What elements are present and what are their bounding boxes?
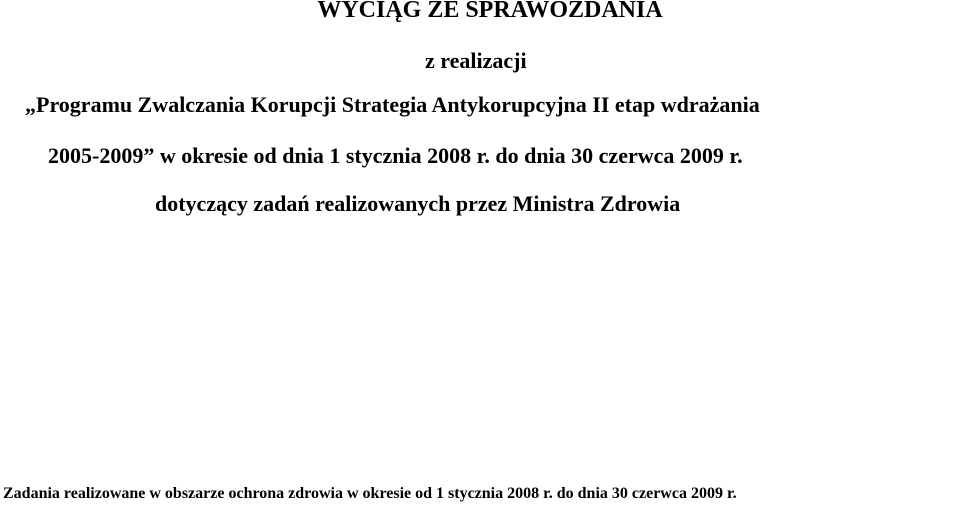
ministry-line: dotyczący zadań realizowanych przez Ministra Zdrowia bbox=[155, 191, 681, 216]
program-name-line: „Programu Zwalczania Korupcji Strategia Antykorupcyjna II etap wdrażania bbox=[25, 92, 760, 117]
section-heading: Zadania realizowane w obszarze ochrona zdrowia w okresie od 1 stycznia 2008 r. do dnia 30 czerwca 2009 r. bbox=[3, 485, 737, 502]
realization-line: z realizacji bbox=[425, 48, 527, 73]
document-title: WYCIĄG ZE SPRAWOZDANIA bbox=[317, 0, 663, 23]
period-line: 2005-2009” w okresie od dnia 1 stycznia 2008 r. do dnia 30 czerwca 2009 r. bbox=[48, 143, 743, 168]
